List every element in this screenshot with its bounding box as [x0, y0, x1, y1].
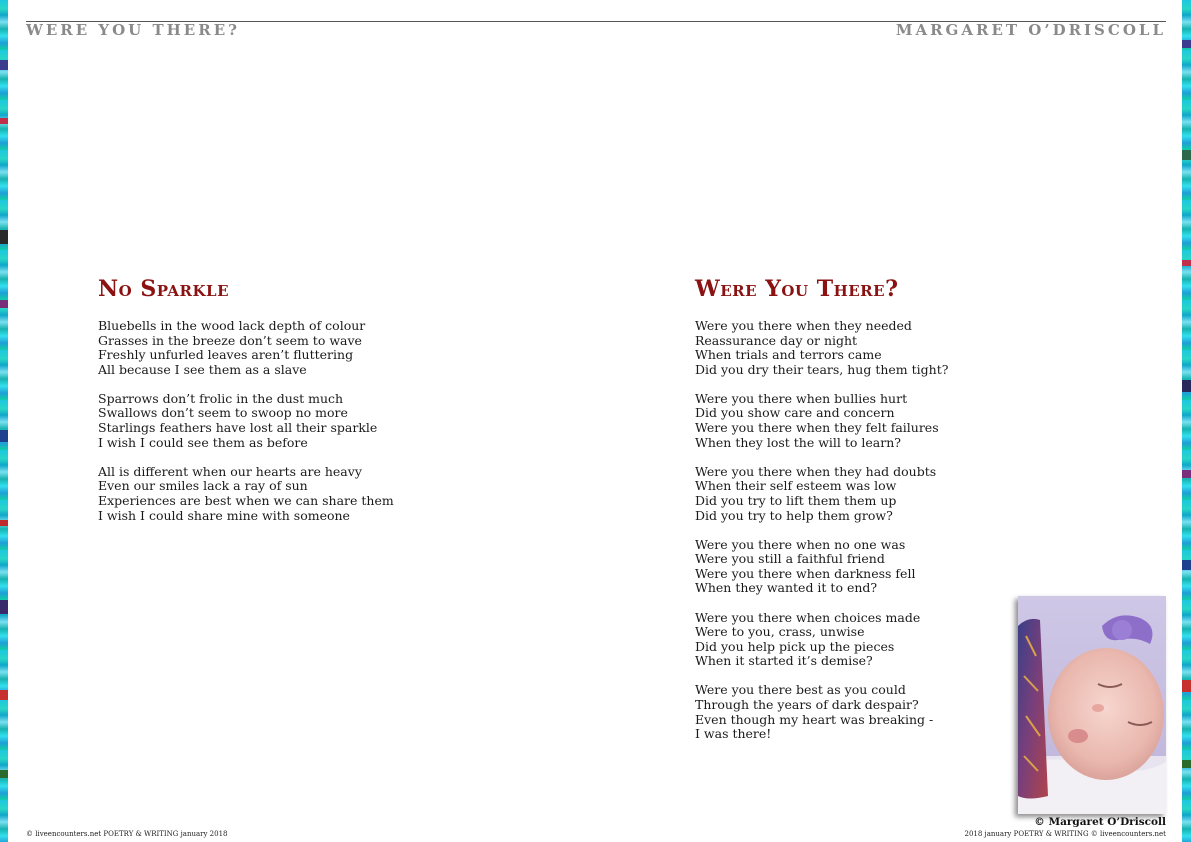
poem-title: Were You There? [695, 276, 899, 302]
poem-line: I wish I could share mine with someone [98, 507, 350, 523]
left-decorative-strip [0, 0, 8, 842]
poem-line: Starlings feathers have lost all their sparkle [98, 420, 378, 436]
poem-line: Were you there when no one was [695, 536, 906, 552]
stanza [695, 392, 948, 450]
poem-line: I was there! [695, 726, 772, 742]
poem-line: Swallows don’t seem to swoop no more [98, 405, 348, 421]
stanza [98, 319, 394, 377]
poem-line: Even our smiles lack a ray of sun [98, 478, 308, 494]
poem-line: Sparrows don’t frolic in the dust much [98, 390, 344, 406]
poem-line: Did you try to help them grow? [695, 507, 893, 523]
poem-line: All is different when our hearts are heavy [98, 463, 362, 479]
stanza [695, 611, 948, 669]
stanza [695, 465, 948, 523]
stanza [695, 538, 948, 596]
poem-line: Were you there when bullies hurt [695, 390, 908, 406]
poem-line: Were you there when they needed [695, 318, 912, 333]
poem-line: Experiences are best when we can share them [98, 492, 394, 508]
poem-line: Did you try to lift them them up [695, 492, 897, 508]
poem-were-you-there [695, 276, 948, 756]
poem-line: Were you there when they felt failures [695, 420, 939, 436]
poem-line: Reassurance day or night [695, 332, 858, 348]
footer-right: 2018 january POETRY & WRITING © liveencounters.net [964, 830, 1166, 838]
poem-line: Were you there best as you could [695, 682, 906, 698]
poem-title: No Sparkle [98, 276, 230, 302]
footer-left: © liveencounters.net POETRY & WRITING january 2018 [26, 830, 228, 838]
header-title: WERE YOU THERE? [26, 21, 240, 39]
poem-line: Grasses in the breeze don’t seem to wave [98, 332, 362, 348]
poem-line: Were you there when darkness fell [695, 565, 916, 581]
poem-line: Through the years of dark despair? [695, 696, 919, 712]
poem-line: Freshly unfurled leaves aren’t fluttering [98, 347, 354, 363]
stanza [695, 683, 948, 741]
poem-line: Did you dry their tears, hug them tight? [695, 361, 949, 377]
poem-line: When trials and terrors came [695, 347, 882, 363]
sleeping-baby-illustration [1018, 596, 1166, 814]
poem-line: All because I see them as a slave [98, 361, 307, 377]
baby-photo [1018, 596, 1166, 814]
stanza [695, 319, 948, 377]
poem-line: Did you show care and concern [695, 405, 895, 421]
magazine-page [8, 0, 1182, 842]
poem-line: Did you help pick up the pieces [695, 638, 895, 654]
stanza [98, 465, 394, 523]
poem-no-sparkle [98, 276, 394, 538]
poem-line: Were you still a faithful friend [695, 551, 885, 567]
poem-line: Even though my heart was breaking - [695, 711, 934, 727]
poem-line: When they lost the will to learn? [695, 434, 901, 450]
poem-line: Were to you, crass, unwise [695, 624, 865, 640]
poem-line: Bluebells in the wood lack depth of colour [98, 318, 366, 333]
stanza [98, 392, 394, 450]
poem-line: I wish I could see them as before [98, 434, 308, 450]
poem-line: Were you there when they had doubts [695, 463, 937, 479]
photo-credit: © Margaret O’Driscoll [1034, 816, 1166, 828]
header-author: MARGARET O’DRISCOLL [895, 21, 1166, 39]
right-decorative-strip [1182, 0, 1191, 842]
poem-line: When it started it’s demise? [695, 653, 873, 669]
poem-line: When they wanted it to end? [695, 580, 878, 596]
poem-line: Were you there when choices made [695, 609, 921, 625]
poem-line: When their self esteem was low [695, 478, 897, 494]
